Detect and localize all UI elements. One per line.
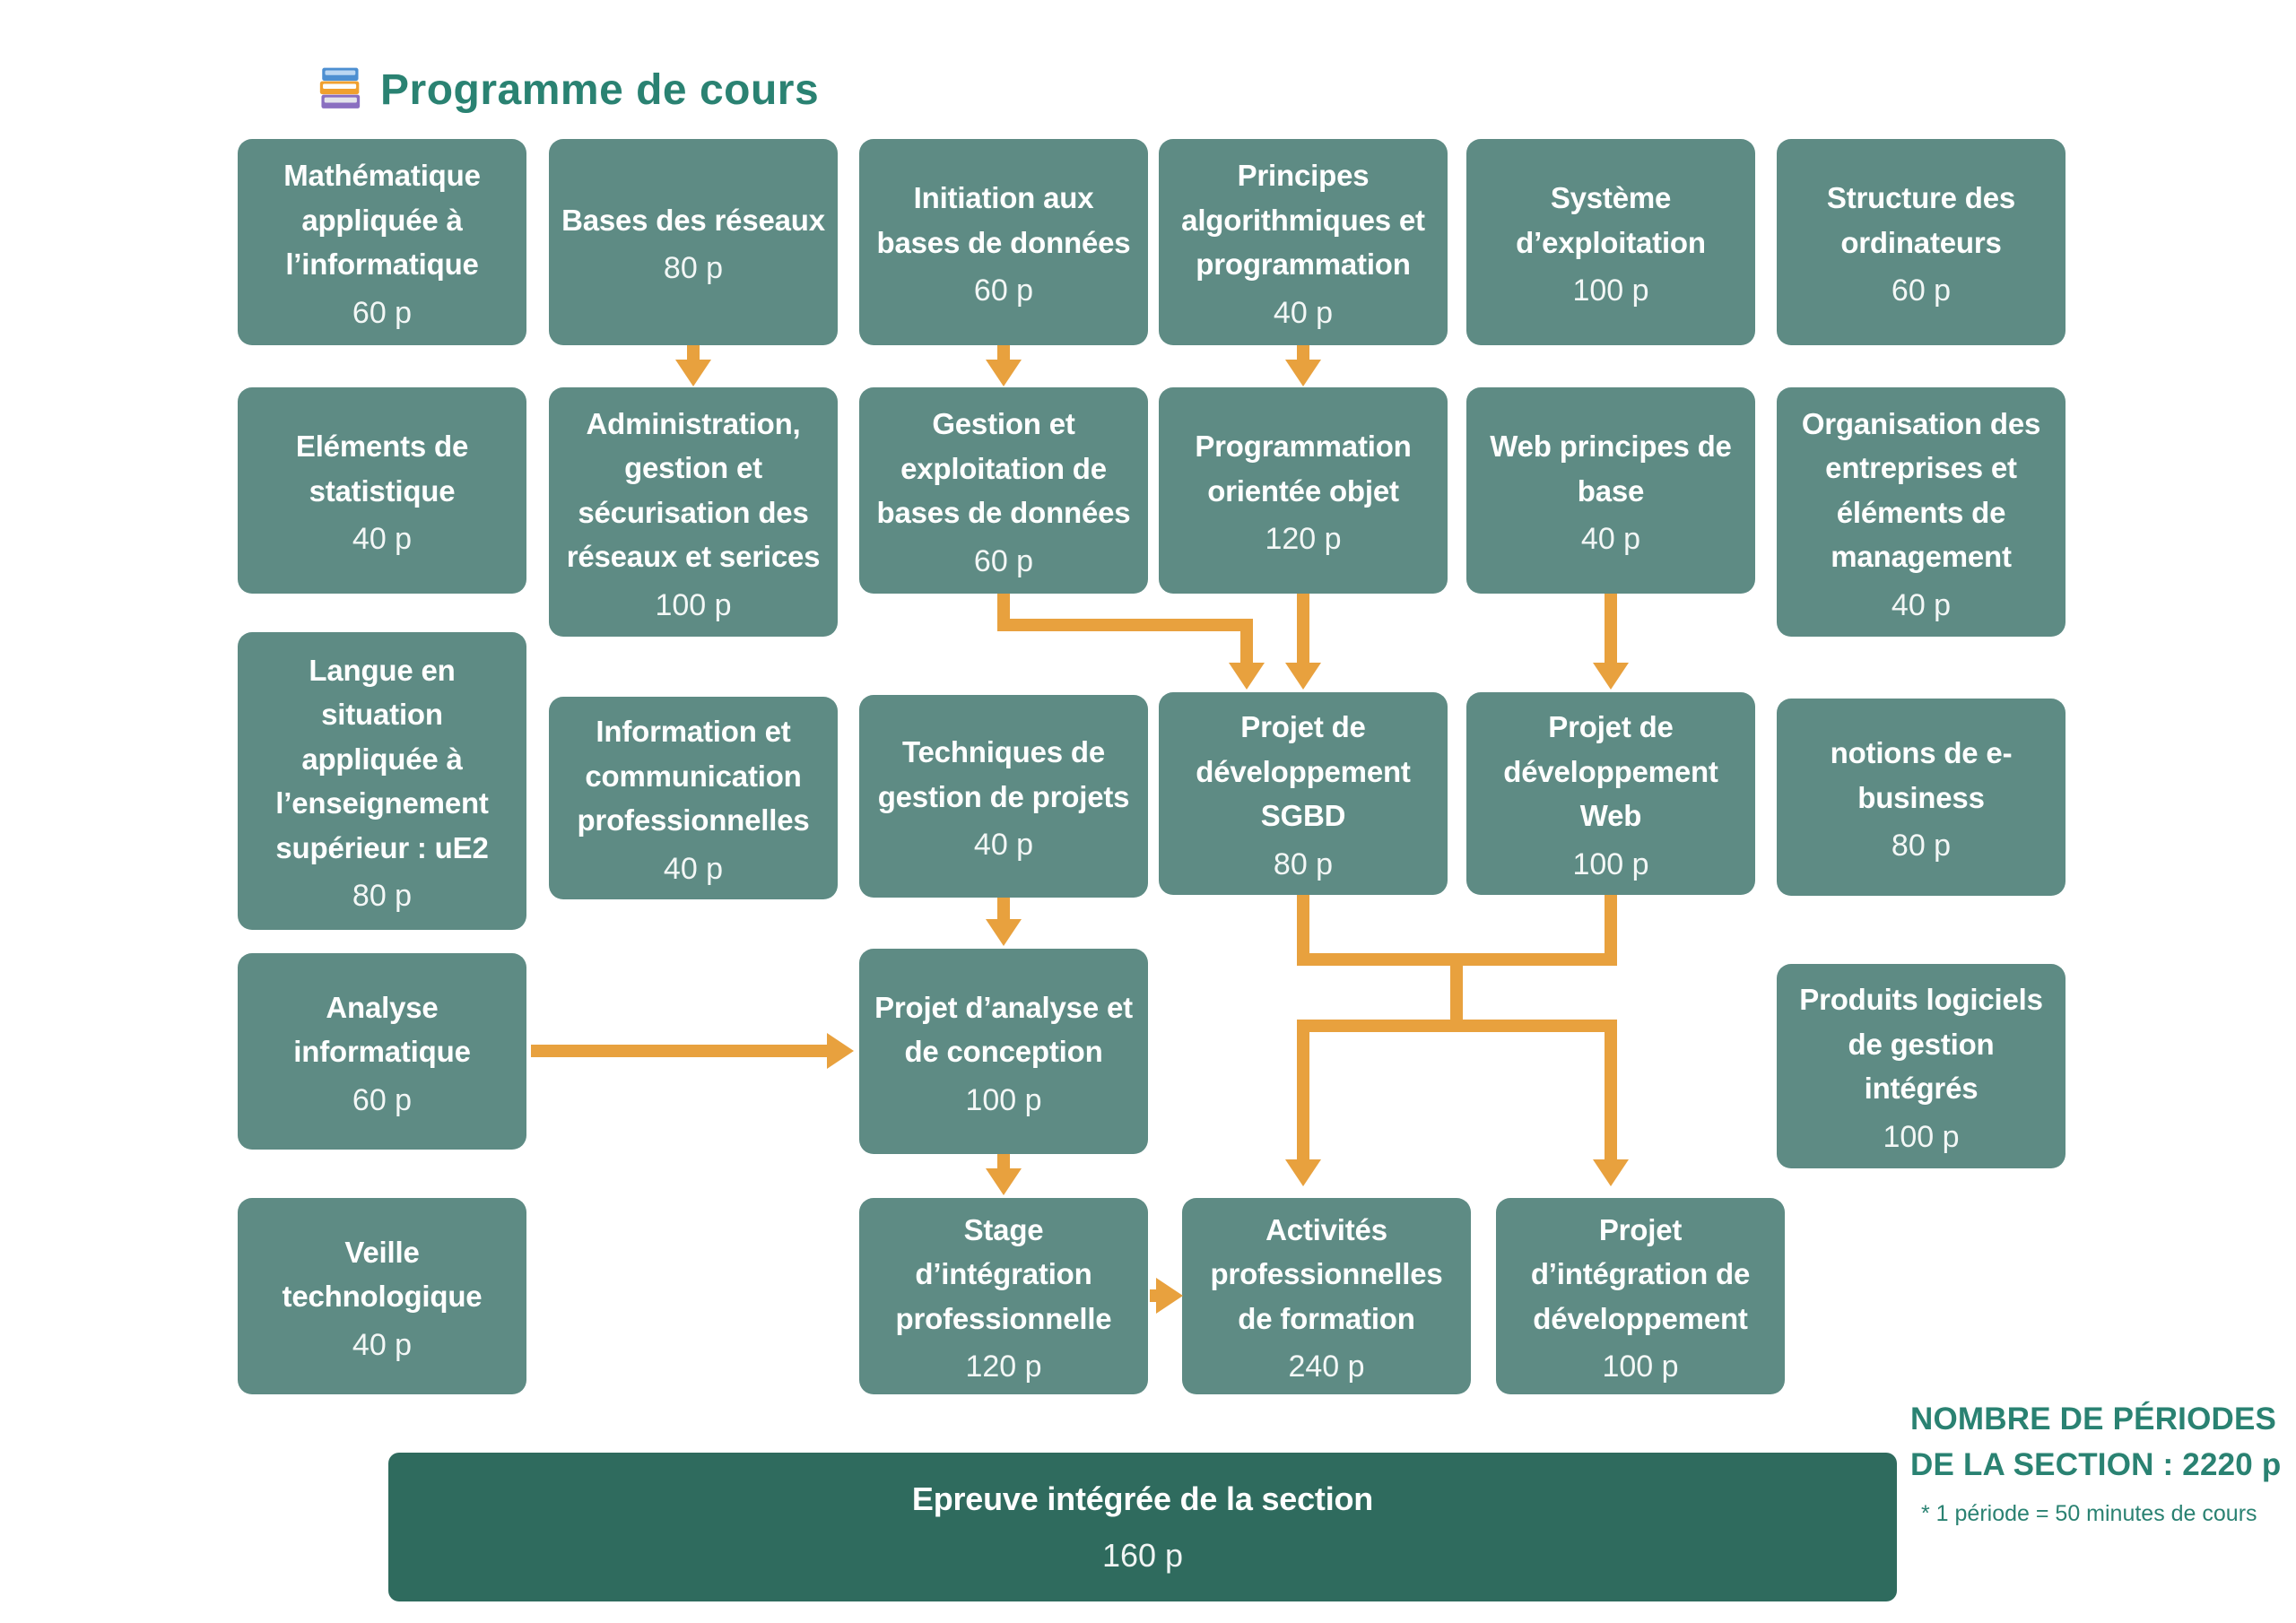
course-periods: 100 p [1883, 1119, 1960, 1154]
course-box-information-communication [549, 697, 838, 899]
course-periods: 40 p [1273, 295, 1334, 330]
course-periods: 60 p [1891, 273, 1952, 308]
arrow-line [1297, 1020, 1617, 1032]
course-title: Web principes de base [1490, 430, 1732, 508]
arrow-head-down [1285, 663, 1321, 690]
course-box-veille-technologique [238, 1198, 526, 1394]
course-title: Programmation orientée objet [1195, 430, 1412, 508]
arrow-head-down [1285, 360, 1321, 386]
course-title: Langue en situation appliquée à l’enseignement supérieur : uE2 [275, 653, 489, 864]
course-box-langue-en-situation [238, 632, 526, 930]
arrow-line [1605, 1020, 1617, 1161]
course-title: Veille technologique [282, 1235, 483, 1313]
course-box-projet-analyse-conception [859, 949, 1148, 1154]
course-box-notions-e-business [1777, 699, 2066, 896]
course-box-programmation-orientee-objet [1159, 387, 1448, 594]
course-box-web-principes-de-base [1466, 387, 1755, 594]
course-title: notions de e-business [1830, 736, 2013, 814]
section-total-line1: NOMBRE DE PÉRIODES [1910, 1402, 2277, 1436]
section-total [1910, 1397, 2296, 1527]
course-periods: 100 p [1572, 846, 1649, 881]
final-exam-bar [388, 1453, 1897, 1601]
course-title: Gestion et exploitation de bases de données [876, 407, 1131, 530]
section-total-line2: DE LA SECTION : 2220 p [1910, 1446, 2282, 1482]
arrow-line [1297, 594, 1309, 664]
course-periods: 40 p [352, 522, 413, 556]
course-periods: 60 p [973, 543, 1034, 578]
course-title: Projet de développement SGBD [1196, 710, 1411, 833]
period-definition-note: * 1 période = 50 minutes de cours [1921, 1500, 2257, 1526]
course-box-projet-dev-web [1466, 692, 1755, 895]
arrow-line [997, 898, 1010, 921]
course-box-projet-dev-sgbd [1159, 692, 1448, 895]
course-box-analyse-informatique [238, 953, 526, 1150]
arrow-line [1240, 619, 1253, 664]
course-title: Projet d’analyse et de conception [874, 990, 1133, 1068]
course-periods: 120 p [1265, 522, 1342, 556]
course-title: Structure des ordinateurs [1826, 181, 2016, 259]
course-box-structure-des-ordinateurs [1777, 139, 2066, 345]
course-title: Stage d’intégration professionnelle [895, 1212, 1112, 1335]
page-title: Programme de cours [380, 65, 820, 114]
course-periods: 80 p [663, 251, 724, 286]
course-title: Initiation aux bases de données [876, 181, 1131, 259]
course-box-bases-des-reseaux [549, 139, 838, 345]
course-periods: 100 p [1602, 1350, 1679, 1384]
arrow-head-down [986, 1168, 1022, 1195]
course-title: Organisation des entreprises et éléments de management [1801, 406, 2041, 573]
arrow-head-right [827, 1033, 854, 1069]
course-title: Techniques de gestion de projets [877, 735, 1130, 813]
arrow-line [1605, 594, 1617, 664]
course-box-systeme-exploitation [1466, 139, 1755, 345]
course-title: Analyse informatique [293, 990, 471, 1068]
course-box-administration-reseaux [549, 387, 838, 637]
course-periods: 60 p [352, 1082, 413, 1117]
course-periods: 80 p [352, 879, 413, 914]
course-box-activites-professionnelles [1182, 1198, 1471, 1394]
course-periods: 40 p [663, 851, 724, 886]
course-box-projet-integration-dev [1496, 1198, 1785, 1394]
course-periods: 100 p [655, 587, 732, 622]
arrow-head-right [1156, 1278, 1183, 1314]
arrow-head-down [1593, 1159, 1629, 1186]
course-periods: 240 p [1288, 1350, 1365, 1384]
course-periods: 100 p [965, 1082, 1042, 1117]
books-icon [316, 63, 368, 115]
course-title: Projet de développement Web [1503, 710, 1718, 833]
course-box-elements-de-statistique [238, 387, 526, 594]
course-periods: 40 p [352, 1327, 413, 1362]
course-box-techniques-gestion-projets [859, 695, 1148, 898]
course-title: Mathématique appliquée à l’informatique [283, 159, 481, 282]
course-title: Activités professionnelles de formation [1210, 1212, 1443, 1335]
course-periods: 100 p [1572, 273, 1649, 308]
arrow-head-down [1593, 663, 1629, 690]
course-periods: 60 p [973, 273, 1034, 308]
course-title: Administration, gestion et sécurisation des réseaux et serices [566, 406, 821, 573]
course-title: Projet d’intégration de développement [1530, 1212, 1751, 1335]
course-box-principes-algorithmiques [1159, 139, 1448, 345]
arrow-line [997, 619, 1253, 631]
course-box-produits-logiciels-gestion [1777, 964, 2066, 1168]
final-exam-periods: 160 p [1101, 1536, 1184, 1574]
course-periods: 40 p [1891, 587, 1952, 622]
course-periods: 60 p [352, 295, 413, 330]
course-periods: 120 p [965, 1350, 1042, 1384]
arrow-head-down [986, 919, 1022, 946]
final-exam-title: Epreuve intégrée de la section [911, 1480, 1374, 1518]
course-box-stage-integration [859, 1198, 1148, 1394]
arrow-head-down [986, 360, 1022, 386]
course-periods: 40 p [973, 828, 1034, 862]
course-title: Eléments de statistique [295, 430, 469, 508]
course-periods: 40 p [1580, 522, 1641, 556]
course-periods: 80 p [1891, 829, 1952, 863]
course-title: Produits logiciels de gestion intégrés [1799, 983, 2043, 1106]
arrow-head-down [1229, 663, 1265, 690]
arrow-head-down [675, 360, 711, 386]
course-periods: 80 p [1273, 846, 1334, 881]
course-box-organisation-entreprises [1777, 387, 2066, 637]
arrow-head-down [1285, 1159, 1321, 1186]
course-title: Principes algorithmiques et programmation [1181, 159, 1425, 282]
course-box-initiation-bases-de-donnees [859, 139, 1148, 345]
course-box-gestion-exploitation-bdd [859, 387, 1148, 594]
arrow-line [1297, 1020, 1309, 1161]
course-title: Information et communication professionnelles [577, 715, 810, 838]
course-title: Système d’exploitation [1516, 181, 1706, 259]
arrow-line [531, 1045, 829, 1057]
course-box-mathematique-appliquee [238, 139, 526, 345]
course-title: Bases des réseaux [561, 203, 825, 237]
